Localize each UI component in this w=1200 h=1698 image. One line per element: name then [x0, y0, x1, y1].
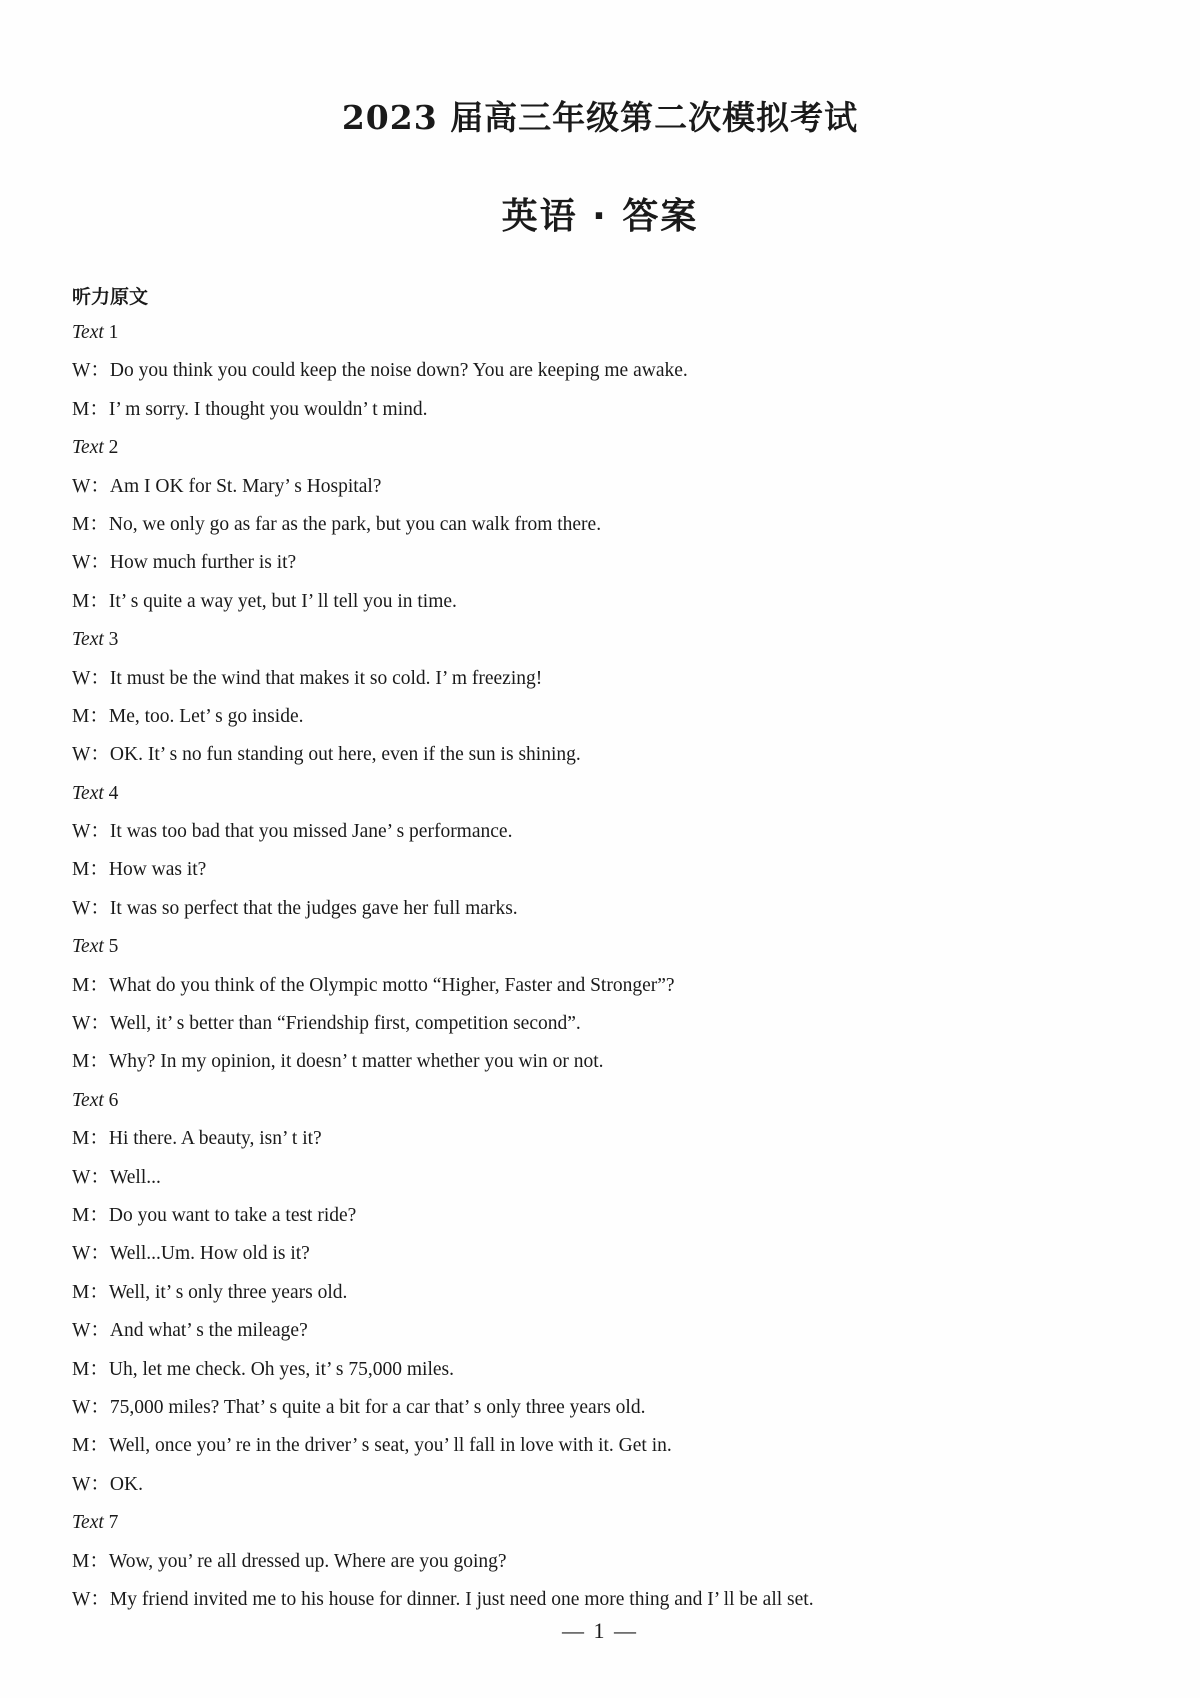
dialogue-line	[72, 851, 1132, 889]
dialogue-text: Hi there. A beauty, isn’ t it?	[108, 1128, 322, 1150]
dialogue-text: Uh, let me check. Oh yes, it’ s 75,000 miles.	[108, 1358, 455, 1380]
speaker-separator: ：	[90, 744, 110, 766]
dialogue-line	[72, 391, 1132, 429]
dialogue-text: Well...Um. How old is it?	[109, 1243, 310, 1265]
speaker-label: M	[72, 398, 90, 420]
dialogue-line	[72, 1235, 1132, 1273]
dialogue-line	[72, 1581, 1132, 1619]
dialogue-line	[72, 1197, 1132, 1235]
dialogue-line	[72, 1159, 1132, 1197]
speaker-separator: ：	[90, 897, 110, 919]
dialogue-line	[72, 1427, 1132, 1465]
text-label-number: 7	[108, 1512, 119, 1534]
dialogue-text: How much further is it?	[109, 552, 297, 574]
text-label-number: 4	[108, 782, 119, 804]
speaker-label: W	[72, 360, 91, 382]
text-label	[72, 429, 1132, 467]
speaker-label: W	[72, 1243, 91, 1265]
dialogue-text: Well, once you’ re in the driver’ s seat, you’ ll fall in love with it. Get in.	[108, 1435, 672, 1457]
listening-transcript	[72, 314, 1132, 1619]
speaker-label: W	[72, 1588, 91, 1610]
speaker-label: W	[72, 897, 91, 919]
speaker-separator: ：	[89, 1204, 109, 1226]
text-label	[72, 775, 1132, 813]
dialogue-text: OK. It’ s no fun standing out here, even if the sun is shining.	[109, 744, 581, 766]
dialogue-line	[72, 967, 1132, 1005]
speaker-separator: ：	[89, 1051, 109, 1073]
speaker-label: M	[72, 1550, 90, 1572]
speaker-separator: ：	[90, 1588, 110, 1610]
text-label-number: 5	[108, 936, 119, 958]
dialogue-line	[72, 660, 1132, 698]
speaker-label: M	[72, 1128, 90, 1150]
speaker-label: W	[72, 821, 91, 843]
dialogue-text: What do you think of the Olympic motto “Higher, Faster and Stronger”?	[108, 974, 675, 996]
text-label-word: Text	[72, 936, 104, 958]
speaker-separator: ：	[90, 821, 110, 843]
speaker-label: M	[72, 705, 90, 727]
text-label	[72, 928, 1132, 966]
dialogue-text: And what’ s the mileage?	[109, 1320, 308, 1342]
text-label-number: 1	[108, 322, 119, 343]
dialogue-text: Well...	[109, 1166, 161, 1188]
speaker-label: M	[72, 1051, 90, 1073]
speaker-separator: ：	[89, 974, 109, 996]
text-label-word: Text	[72, 1512, 104, 1534]
dialogue-text: How was it?	[108, 859, 207, 881]
text-label-word: Text	[72, 322, 104, 343]
dialogue-line	[72, 468, 1132, 506]
dialogue-text: Well, it’ s better than “Friendship first, competition second”.	[109, 1013, 581, 1035]
speaker-separator: ：	[89, 1435, 109, 1457]
speaker-separator: ：	[89, 1358, 109, 1380]
dialogue-text: It’ s quite a way yet, but I’ ll tell you in time.	[108, 590, 457, 612]
dialogue-line	[72, 352, 1132, 390]
dialogue-line	[72, 1543, 1132, 1581]
speaker-label: M	[72, 974, 90, 996]
text-label-number: 3	[108, 629, 119, 651]
dialogue-text: It was so perfect that the judges gave her full marks.	[109, 897, 518, 919]
speaker-separator: ：	[90, 1243, 110, 1265]
speaker-label: W	[72, 1166, 91, 1188]
dialogue-text: Well, it’ s only three years old.	[108, 1281, 348, 1303]
speaker-label: M	[72, 859, 90, 881]
speaker-separator: ：	[89, 1281, 109, 1303]
text-label	[72, 1082, 1132, 1120]
speaker-label: W	[72, 1320, 91, 1342]
dialogue-text: Am I OK for St. Mary’ s Hospital?	[109, 475, 382, 497]
speaker-separator: ：	[90, 475, 110, 497]
dialogue-line	[72, 544, 1132, 582]
text-label	[72, 621, 1132, 659]
dialogue-text: It must be the wind that makes it so cold. I’ m freezing!	[109, 667, 543, 689]
text-label-word: Text	[72, 1089, 104, 1111]
speaker-separator: ：	[89, 1128, 109, 1150]
dialogue-text: It was too bad that you missed Jane’ s performance.	[109, 821, 513, 843]
speaker-label: M	[72, 513, 90, 535]
section-heading: 听力原文	[72, 286, 149, 308]
speaker-label: W	[72, 1473, 91, 1495]
dialogue-text: Why? In my opinion, it doesn’ t matter whether you win or not.	[108, 1051, 604, 1073]
dialogue-text: Do you think you could keep the noise down? You are keeping me awake.	[109, 360, 688, 382]
page-number: — 1 —	[562, 1618, 638, 1643]
speaker-separator: ：	[90, 667, 110, 689]
speaker-label: M	[72, 1281, 90, 1303]
dialogue-line	[72, 1312, 1132, 1350]
speaker-separator: ：	[90, 1473, 110, 1495]
dialogue-line	[72, 1120, 1132, 1158]
dialogue-line	[72, 1466, 1132, 1504]
speaker-separator: ：	[89, 398, 109, 420]
dialogue-line	[72, 813, 1132, 851]
dialogue-line	[72, 698, 1132, 736]
dialogue-line	[72, 1005, 1132, 1043]
speaker-separator: ：	[90, 360, 110, 382]
dialogue-line	[72, 1043, 1132, 1081]
dialogue-text: Me, too. Let’ s go inside.	[108, 705, 304, 727]
dialogue-text: Wow, you’ re all dressed up. Where are you going?	[108, 1550, 507, 1572]
speaker-separator: ：	[89, 859, 109, 881]
text-label-word: Text	[72, 437, 104, 459]
speaker-label: M	[72, 1358, 90, 1380]
text-label-number: 6	[108, 1089, 119, 1111]
speaker-label: W	[72, 475, 91, 497]
dialogue-line	[72, 583, 1132, 621]
speaker-separator: ：	[90, 1013, 110, 1035]
dialogue-text: OK.	[109, 1473, 143, 1495]
speaker-label: W	[72, 1396, 91, 1418]
dialogue-text: No, we only go as far as the park, but you can walk from there.	[108, 513, 602, 535]
text-label-number: 2	[108, 437, 119, 459]
dialogue-line	[72, 1389, 1132, 1427]
dialogue-text: 75,000 miles? That’ s quite a bit for a car that’ s only three years old.	[109, 1396, 646, 1418]
speaker-label: W	[72, 744, 91, 766]
speaker-label: W	[72, 667, 91, 689]
text-label-word: Text	[72, 629, 104, 651]
speaker-separator: ：	[89, 590, 109, 612]
speaker-separator: ：	[89, 1550, 109, 1572]
dialogue-line	[72, 1351, 1132, 1389]
speaker-separator: ：	[90, 552, 110, 574]
dialogue-line	[72, 736, 1132, 774]
page-title: 2023 届高三年级第二次模拟考试	[341, 98, 859, 137]
speaker-label: M	[72, 1435, 90, 1457]
speaker-separator: ：	[89, 705, 109, 727]
dialogue-line	[72, 890, 1132, 928]
speaker-separator: ：	[89, 513, 109, 535]
page-subtitle: 英语 · 答案	[501, 196, 699, 237]
speaker-separator: ：	[90, 1396, 110, 1418]
speaker-label: M	[72, 1204, 90, 1226]
dialogue-text: I’ m sorry. I thought you wouldn’ t mind.	[108, 398, 428, 420]
text-label	[72, 314, 1132, 352]
text-label-word: Text	[72, 782, 104, 804]
dialogue-line	[72, 506, 1132, 544]
dialogue-text: Do you want to take a test ride?	[108, 1204, 357, 1226]
dialogue-text: My friend invited me to his house for dinner. I just need one more thing and I’ ll be all set.	[109, 1588, 814, 1610]
speaker-label: M	[72, 590, 90, 612]
dialogue-line	[72, 1274, 1132, 1312]
speaker-separator: ：	[90, 1320, 110, 1342]
speaker-label: W	[72, 1013, 91, 1035]
speaker-separator: ：	[90, 1166, 110, 1188]
text-label	[72, 1504, 1132, 1542]
speaker-label: W	[72, 552, 91, 574]
